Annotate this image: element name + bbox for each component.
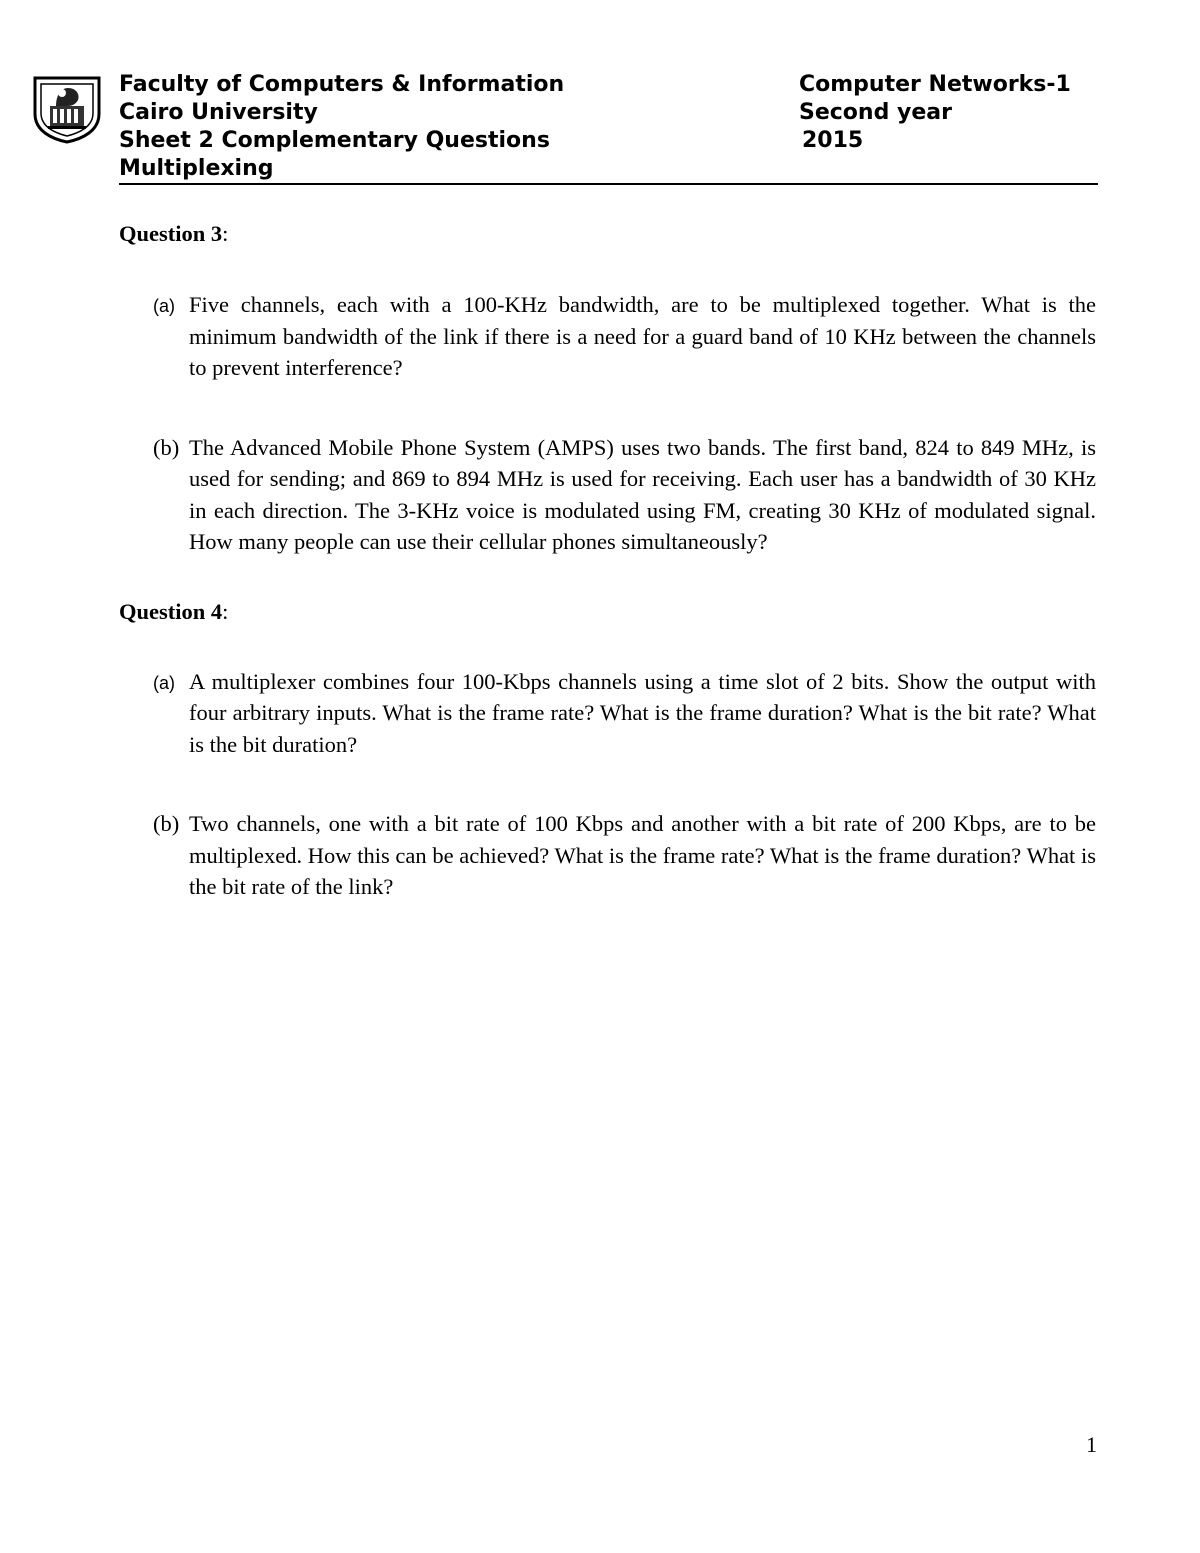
question-item <box>119 666 1096 761</box>
sheet-year: 2015 <box>802 128 864 153</box>
item-text: The Advanced Mobile Phone System (AMPS) uses two bands. The first band, 824 to 849 MHz, is used for sending; and 869 to 894 MHz is used for receiving. Each user has a bandwidth of 30 KHz in each direction. The 3-KHz voice is modulated using FM, creating 30 KHz of modulated signal. How many people can use their cellular phones simultaneously? <box>189 434 1096 554</box>
item-marker: (a) <box>153 296 175 316</box>
academic-year-level: Second year <box>799 100 952 125</box>
header-right <box>799 71 1071 155</box>
page-number: 1 <box>1086 1432 1097 1457</box>
question-3 <box>119 218 1096 558</box>
item-marker: (b) <box>153 811 180 836</box>
question-heading <box>119 596 1096 628</box>
item-text: Five channels, each with a 100-KHz bandwidth, are to be multiplexed together. What is the minimum bandwidth of the link if there is a need for a guard band of 10 KHz between the channels to prevent interference? <box>189 292 1096 380</box>
sheet-topic: Multiplexing <box>119 156 274 181</box>
faculty-name: Faculty of Computers & Information <box>119 72 565 97</box>
question-4 <box>119 596 1096 903</box>
university-name: Cairo University <box>119 100 318 125</box>
question-item <box>119 808 1096 903</box>
question-item <box>119 432 1096 558</box>
item-text: A multiplexer combines four 100-Kbps channels using a time slot of 2 bits. Show the output with four arbitrary inputs. What is the frame rate? What is the frame duration? What is the bit rate? What is the bit duration? <box>189 668 1096 757</box>
sheet-content <box>119 218 1096 903</box>
question-heading-colon: : <box>222 221 229 246</box>
question-heading-label: Question 4 <box>119 598 223 624</box>
item-text: Two channels, one with a bit rate of 100 Kbps and another with a bit rate of 200 Kbps, are to be multiplexed. How this can be achieved? What is the frame rate? What is the frame duration? What is the bit rate of the link? <box>189 811 1096 899</box>
question-item <box>119 289 1096 384</box>
sheet-title: Sheet 2 Complementary Questions <box>119 128 550 153</box>
course-name: Computer Networks-1 <box>799 72 1071 97</box>
header-divider <box>119 183 1098 185</box>
question-heading-label: Question 3 <box>119 221 223 246</box>
question-heading <box>119 218 1096 250</box>
header-left <box>119 71 564 183</box>
question-heading-colon: : <box>222 598 229 624</box>
item-marker: (b) <box>153 434 180 460</box>
cairo-university-crest-icon <box>32 76 102 144</box>
item-marker: (a) <box>153 672 175 693</box>
